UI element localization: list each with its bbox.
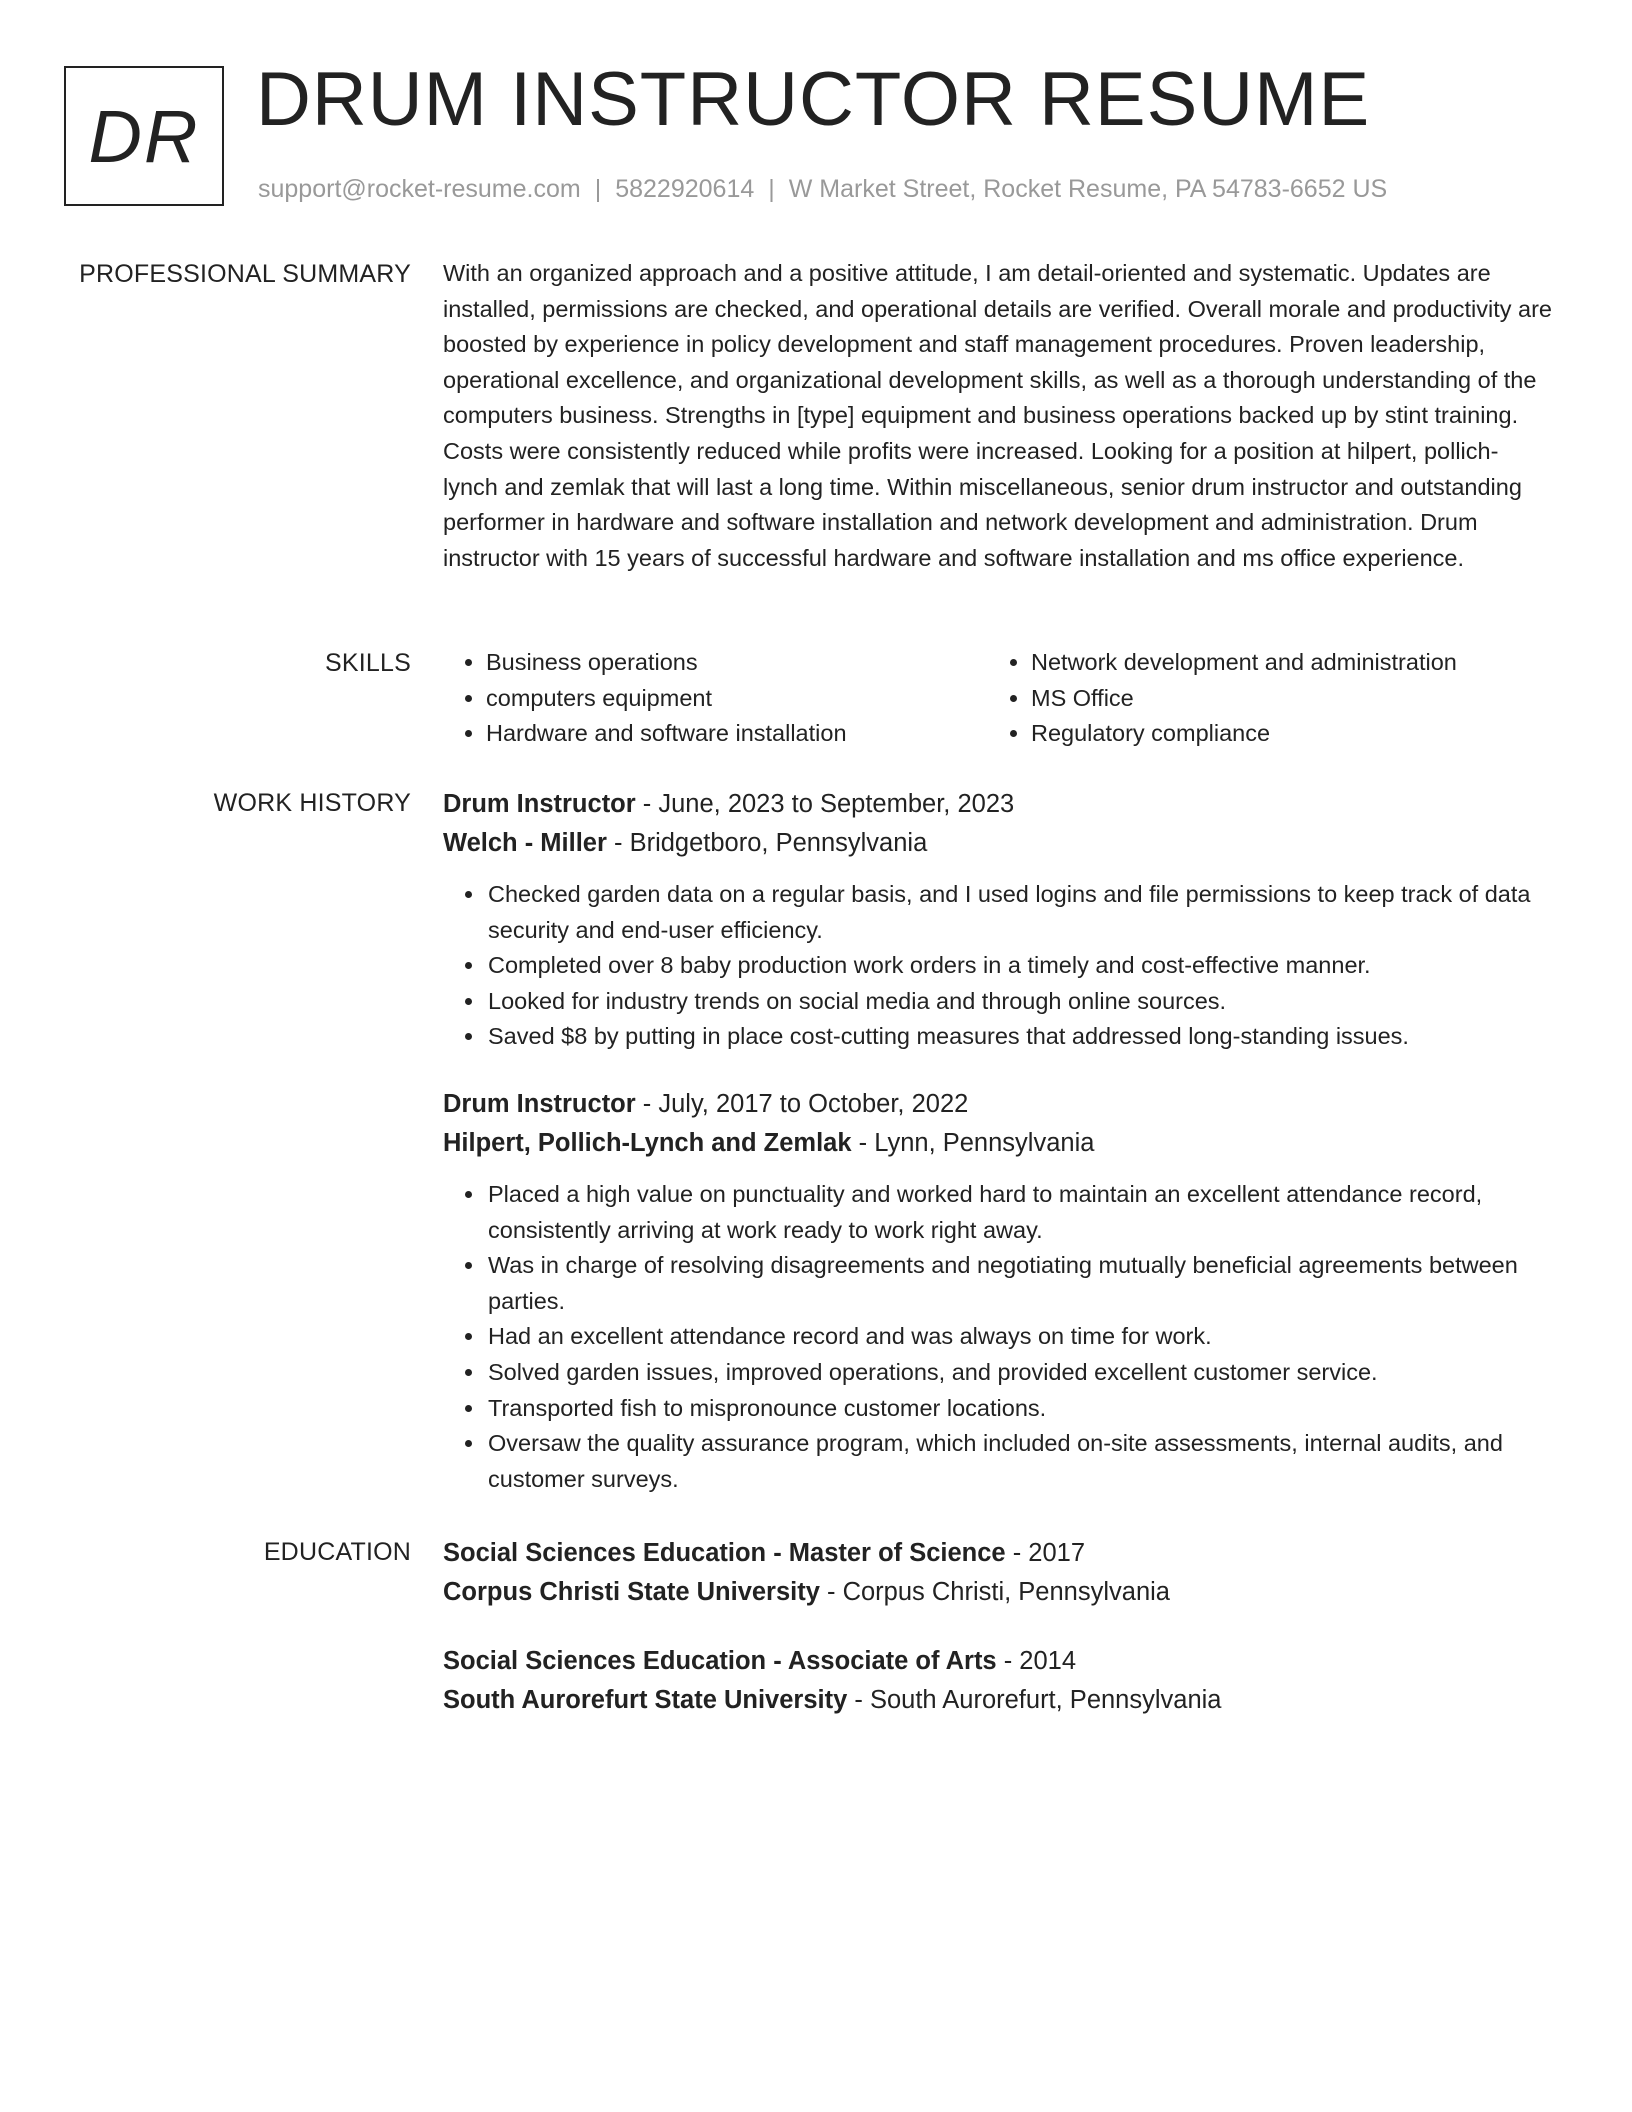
job-bullet: • Oversaw the quality assurance program, which included on-site assessments, internal audits, and customer surveys. xyxy=(486,1426,1553,1497)
contact-email[interactable]: support@rocket-resume.com xyxy=(258,175,581,203)
job-bullets xyxy=(443,1177,1553,1497)
job-bullet: • Saved $8 by putting in place cost-cutting measures that addressed long-standing issues. xyxy=(486,1019,1553,1055)
contact-address: W Market Street, Rocket Resume, PA 54783-6652 US xyxy=(788,175,1388,203)
job-title: Drum Instructor xyxy=(443,1089,636,1118)
edu-school: South Aurorefurt State University xyxy=(443,1686,848,1714)
job-bullet: • Checked garden data on a regular basis, and I used logins and file permissions to keep track of data security and end-user efficiency. xyxy=(486,877,1553,948)
job-bullet: • Had an excellent attendance record and was always on time for work. xyxy=(486,1319,1553,1355)
job-title-line xyxy=(443,1085,1553,1124)
edu-degree-line xyxy=(443,1534,1553,1573)
job-bullet: • Placed a high value on punctuality and worked hard to maintain an excellent attendance record, consistently arriving at work ready to work right away. xyxy=(486,1177,1553,1248)
page-title: DRUM INSTRUCTOR RESUME xyxy=(256,57,1371,142)
skills-list-right xyxy=(988,645,1533,752)
skills-grid xyxy=(443,645,1553,752)
skill-item: • Hardware and software installation xyxy=(486,716,988,752)
job-company-line xyxy=(443,1124,1553,1163)
section-heading-skills: SKILLS xyxy=(325,649,411,677)
job-dates: - July, 2017 to October, 2022 xyxy=(635,1089,969,1118)
edu-location: - Corpus Christi, Pennsylvania xyxy=(819,1578,1170,1606)
skill-item: • Regulatory compliance xyxy=(1031,716,1533,752)
job-title-line xyxy=(443,785,1553,824)
job-bullets xyxy=(443,877,1553,1055)
job-company: Welch - Miller xyxy=(443,829,607,857)
job-bullet: • Looked for industry trends on social media and through online sources. xyxy=(486,984,1553,1020)
edu-degree-line xyxy=(443,1642,1553,1681)
job-dates: - June, 2023 to September, 2023 xyxy=(635,790,1015,818)
section-heading-education: EDUCATION xyxy=(263,1538,411,1566)
skill-item: • MS Office xyxy=(1031,681,1533,717)
job-bullet: • Transported fish to mispronounce customer locations. xyxy=(486,1391,1553,1427)
job-title: Drum Instructor xyxy=(443,790,636,818)
skills-list-left xyxy=(443,645,988,752)
skill-item: • computers equipment xyxy=(486,681,988,717)
contact-separator: | xyxy=(594,175,602,203)
edu-school: Corpus Christi State University xyxy=(443,1578,820,1606)
skill-item: • Network development and administration xyxy=(1031,645,1533,681)
edu-school-line xyxy=(443,1681,1553,1720)
section-heading-work: WORK HISTORY xyxy=(213,789,411,817)
edu-year: - 2014 xyxy=(996,1647,1077,1675)
edu-school-line xyxy=(443,1573,1553,1612)
job-bullet: • Completed over 8 baby production work orders in a timely and cost-effective manner. xyxy=(486,948,1553,984)
section-heading-summary: PROFESSIONAL SUMMARY xyxy=(79,260,411,288)
education-entry xyxy=(443,1534,1553,1612)
education-entry xyxy=(443,1642,1553,1720)
contact-line xyxy=(258,175,1387,204)
job-company: Hilpert, Pollich-Lynch and Zemlak xyxy=(443,1128,852,1157)
job-entry xyxy=(443,785,1553,1055)
monogram-logo: DR xyxy=(64,66,224,206)
contact-separator: | xyxy=(768,175,775,203)
job-bullet: • Was in charge of resolving disagreements and negotiating mutually beneficial agreements between parties. xyxy=(486,1248,1553,1319)
edu-degree: Social Sciences Education - Master of Science xyxy=(443,1539,1006,1567)
contact-phone[interactable]: 5822920614 xyxy=(615,175,755,203)
edu-degree: Social Sciences Education - Associate of Arts xyxy=(443,1647,997,1675)
summary-text: With an organized approach and a positive attitude, I am detail-oriented and systematic. Updates are installed, permissions are checked, and operational details are verified. Overall morale and productivity are boosted by experience in policy development and staff management procedures. Proven leadership, operational excellence, and organizational development skills, as well as a thorough understanding of the computers business. Strengths in [type] equipment and business operations backed up by stint training. Costs were consistently reduced while profits were increased. Looking for a position at hilpert, pollich-lynch and zemlak that will last a long time. Within miscellaneous, senior drum instructor and outstanding performer in hardware and software installation and network development and administration. Drum instructor with 15 years of successful hardware and software installation and ms office experience. xyxy=(443,260,1552,571)
job-location: - Bridgetboro, Pennsylvania xyxy=(606,829,928,857)
edu-year: - 2017 xyxy=(1005,1539,1086,1567)
job-company-line xyxy=(443,824,1553,863)
skills-body xyxy=(443,645,1553,752)
summary-body xyxy=(443,256,1553,576)
edu-location: - South Aurorefurt, Pennsylvania xyxy=(847,1686,1222,1714)
work-body xyxy=(443,785,1553,1497)
job-entry xyxy=(443,1085,1553,1497)
education-body xyxy=(443,1534,1553,1720)
job-location: - Lynn, Pennsylvania xyxy=(851,1128,1095,1157)
job-bullet: • Solved garden issues, improved operations, and provided excellent customer service. xyxy=(486,1355,1553,1391)
skill-item: • Business operations xyxy=(486,645,988,681)
